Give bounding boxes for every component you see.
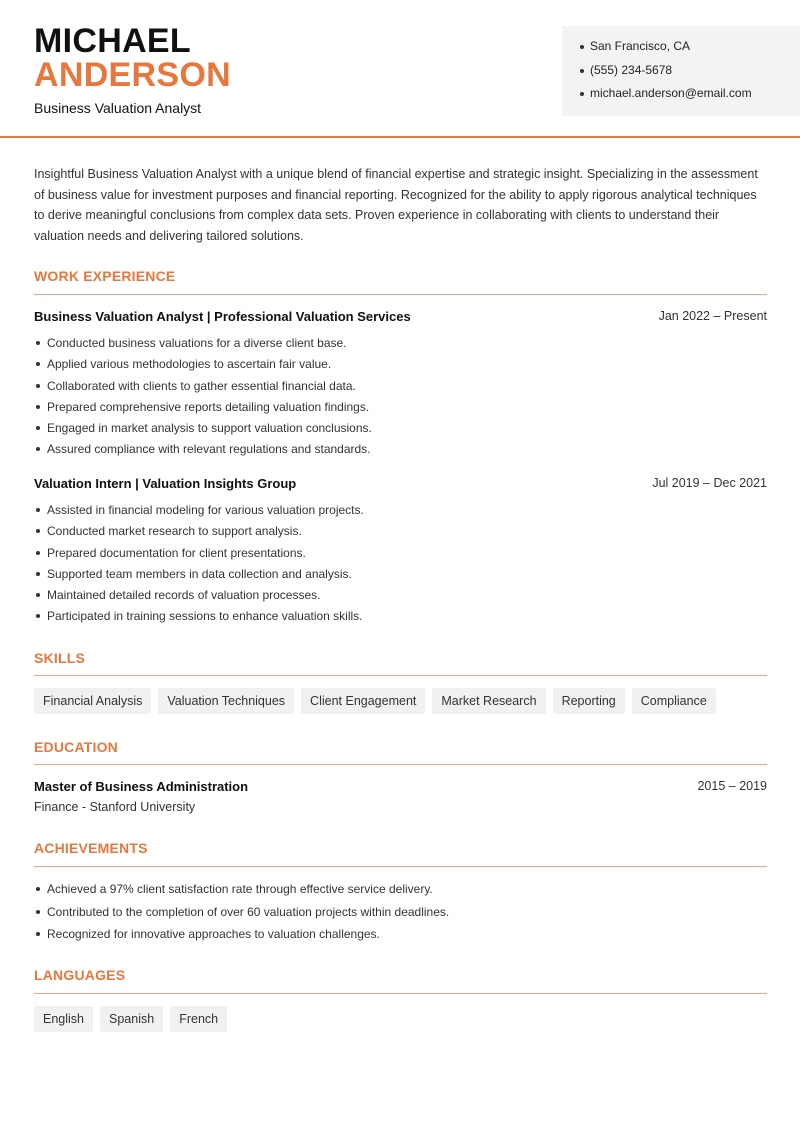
skill-tag: Reporting — [553, 688, 625, 714]
professional-summary: Insightful Business Valuation Analyst with a unique blend of financial expertise and strategic insight. Specializing in the assessment of business value for investment purposes and financial reporting. Recognized for the ability to apply rigorous analytical techniques to derive meaningful conclusions from complex data sets. Proven experience in collaborating with clients to understand their valuation needs and delivering tailored solutions. — [34, 167, 758, 243]
list-item — [34, 356, 767, 377]
section-title-achievements: ACHIEVEMENTS — [34, 840, 148, 856]
job-dates: Jul 2019 – Dec 2021 — [652, 476, 767, 490]
list-item-text: Assisted in financial modeling for various valuation projects. — [47, 503, 364, 517]
skill-tag: Client Engagement — [301, 688, 425, 714]
list-item-text: Recognized for innovative approaches to valuation challenges. — [47, 927, 380, 941]
list-item-text: Participated in training sessions to enhance valuation skills. — [47, 609, 363, 624]
list-item — [34, 566, 767, 587]
list-item — [34, 502, 767, 523]
section-title-skills: SKILLS — [34, 650, 85, 666]
bullet-icon — [36, 447, 40, 451]
job-bullet-list — [34, 502, 767, 630]
bullet-icon — [36, 551, 40, 555]
list-item — [34, 335, 767, 356]
contact-email — [562, 85, 800, 109]
list-item — [34, 587, 767, 608]
resume-header — [0, 0, 800, 138]
education-dates: 2015 – 2019 — [697, 779, 767, 793]
list-item — [34, 545, 767, 566]
contact-email-text: michael.anderson@email.com — [590, 86, 752, 100]
bullet-icon — [580, 45, 584, 49]
list-item — [34, 378, 767, 399]
list-item-text: Contributed to the completion of over 60 valuation projects within deadlines. — [47, 904, 450, 919]
bullet-icon — [36, 341, 40, 345]
section-divider — [34, 294, 767, 295]
bullet-icon — [36, 362, 40, 366]
contact-box — [562, 26, 800, 116]
bullet-icon — [580, 92, 584, 96]
list-item-text: Assured compliance with relevant regulations and standards. — [47, 442, 371, 457]
list-item-text: Conducted market research to support analysis. — [47, 524, 302, 539]
list-item — [34, 904, 767, 927]
list-item — [34, 441, 767, 462]
job-header — [34, 309, 767, 327]
contact-phone-text: (555) 234-5678 — [590, 62, 673, 77]
bullet-icon — [36, 426, 40, 430]
list-item-text: Prepared comprehensive reports detailing valuation findings. — [47, 399, 370, 414]
bullet-icon — [36, 614, 40, 618]
skill-tag: Market Research — [432, 688, 545, 714]
list-item-text: Maintained detailed records of valuation processes. — [47, 588, 321, 603]
job-dates: Jan 2022 – Present — [658, 309, 767, 323]
bullet-icon — [36, 508, 40, 512]
list-item-text: Collaborated with clients to gather essential financial data. — [47, 378, 356, 393]
list-item — [34, 399, 767, 420]
list-item-text: Achieved a 97% client satisfaction rate through effective service delivery. — [47, 882, 433, 896]
skill-tag: Financial Analysis — [34, 688, 151, 714]
section-title-education: EDUCATION — [34, 739, 118, 755]
list-item-text: Conducted business valuations for a diverse client base. — [47, 336, 347, 350]
language-tag: French — [170, 1006, 227, 1032]
bullet-icon — [36, 932, 40, 936]
section-divider — [34, 993, 767, 994]
list-item-text: Supported team members in data collection and analysis. — [47, 566, 352, 581]
section-divider — [34, 764, 767, 765]
list-item — [34, 926, 767, 949]
list-item — [34, 420, 767, 441]
section-title-work-experience: WORK EXPERIENCE — [34, 268, 176, 284]
job-title: Business Valuation Analyst — [34, 100, 202, 116]
skill-tag: Compliance — [632, 688, 716, 714]
achievements-list — [34, 881, 767, 949]
job-header — [34, 476, 767, 494]
list-item — [34, 523, 767, 544]
contact-location — [562, 38, 800, 62]
languages-tag-list — [34, 1006, 227, 1032]
bullet-icon — [36, 593, 40, 597]
bullet-icon — [36, 405, 40, 409]
job-role: Business Valuation Analyst | Professional Valuation Services — [34, 309, 411, 324]
section-divider — [34, 675, 767, 676]
bullet-icon — [36, 887, 40, 891]
bullet-icon — [36, 384, 40, 388]
bullet-icon — [580, 69, 584, 73]
list-item-text: Prepared documentation for client presentations. — [47, 545, 306, 560]
job-role: Valuation Intern | Valuation Insights Group — [34, 476, 297, 491]
list-item-text: Engaged in market analysis to support valuation conclusions. — [47, 421, 372, 436]
bullet-icon — [36, 572, 40, 576]
language-tag: English — [34, 1006, 93, 1032]
bullet-icon — [36, 910, 40, 914]
education-school: Finance - Stanford University — [34, 800, 196, 814]
job-bullet-list — [34, 335, 767, 463]
list-item — [34, 881, 767, 904]
skills-tag-list — [34, 688, 716, 714]
education-degree: Master of Business Administration — [34, 779, 249, 794]
list-item — [34, 608, 767, 629]
contact-location-text: San Francisco, CA — [590, 39, 691, 53]
section-divider — [34, 866, 767, 867]
section-title-languages: LANGUAGES — [34, 967, 126, 983]
list-item-text: Applied various methodologies to ascertain fair value. — [47, 357, 332, 372]
skill-tag: Valuation Techniques — [158, 688, 294, 714]
bullet-icon — [36, 529, 40, 533]
language-tag: Spanish — [100, 1006, 163, 1032]
first-name: MICHAEL — [34, 22, 191, 60]
last-name: ANDERSON — [34, 56, 231, 94]
contact-phone — [562, 62, 800, 86]
